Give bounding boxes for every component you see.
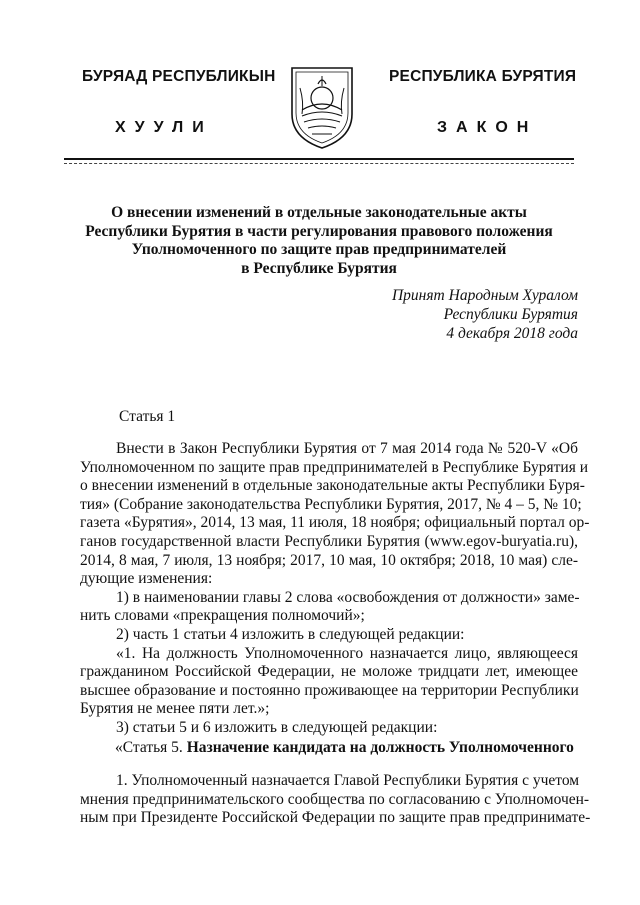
adoption-date: 4 декабря 2018 года [446,325,578,342]
header-right-subtitle: ЗАКОН [437,119,538,136]
header-divider-thin [64,163,574,164]
coat-of-arms-emblem [288,62,356,150]
body-line: Уполномоченном по защите прав предпринимателей в Республике Бурятия и [80,458,588,476]
header-left-title: БУРЯАД РЕСПУБЛИКЫН [82,68,276,85]
body-line: 3) статьи 5 и 6 изложить в следующей редакции: [116,718,438,736]
article5-title: Назначение кандидата на должность Уполномоченного [186,739,574,756]
header-divider-thick [64,158,574,160]
body-line: мнения предпринимательского сообщества по согласованию с Уполномочен- [80,790,590,808]
body-line: о внесении изменений в отдельные законодательные акты Республики Буря- [80,477,585,495]
article-heading: Статья 1 [119,408,176,425]
body-line: нить словами «прекращения полномочий»; [80,607,365,625]
body-line: 1) в наименовании главы 2 слова «освобождения от должности» заме- [116,588,580,606]
law-title [80,204,558,278]
article5-heading [115,739,574,757]
body-line: 1. Уполномоченный назначается Главой Республики Бурятия с учетом [116,772,580,789]
header-right-title: РЕСПУБЛИКА БУРЯТИЯ [389,68,577,85]
body-line: ным при Президенте Российской Федерации по защите прав предпринимате- [80,809,591,827]
article5-body [80,772,591,828]
body-line: дующие изменения: [80,570,213,588]
body-line: 2014, 8 мая, 7 июля, 13 ноября; 2017, 10 мая, 10 октября; 2018, 10 мая) сле- [80,551,578,569]
body-line: Внести в Закон Республики Бурятия от 7 мая 2014 года № 520-V «Об [116,440,578,457]
body-line: тия» (Собрание законодательства Республики Бурятия, 2017, № 4 – 5, № 10; [80,495,582,513]
title-line: Республики Бурятия в части регулирования правового положения [85,222,553,240]
title-line: в Республике Бурятия [241,259,397,277]
body-line: 2) часть 1 статьи 4 изложить в следующей редакции: [116,625,465,643]
article5-prefix: «Статья 5. [115,739,183,756]
body-line: «1. На должность Уполномоченного назначается лицо, являющееся [116,644,578,662]
body-line: газета «Бурятия», 2014, 13 мая, 11 июля, 18 ноября; официальный портал ор- [80,514,590,532]
body-line: гражданином Российской Федерации, не моложе тридцати лет, имеющее [80,663,578,681]
adoption-line: Республики Бурятия [443,306,578,323]
adoption-note [392,286,578,343]
article-body [80,440,590,738]
title-line: О внесении изменений в отдельные законодательные акты [111,204,527,221]
adoption-line: Принят Народным Хуралом [391,287,578,304]
body-line: ганов государственной власти Республики Бурятия (www.egov-buryatia.ru), [80,532,578,550]
title-line: Уполномоченного по защите прав предпринимателей [131,241,507,258]
header-left-subtitle: ХУУЛИ [115,119,213,136]
body-line: высшее образование и постоянно проживающее на территории Республики [80,681,579,699]
body-line: Бурятия не менее пяти лет.»; [80,700,270,718]
